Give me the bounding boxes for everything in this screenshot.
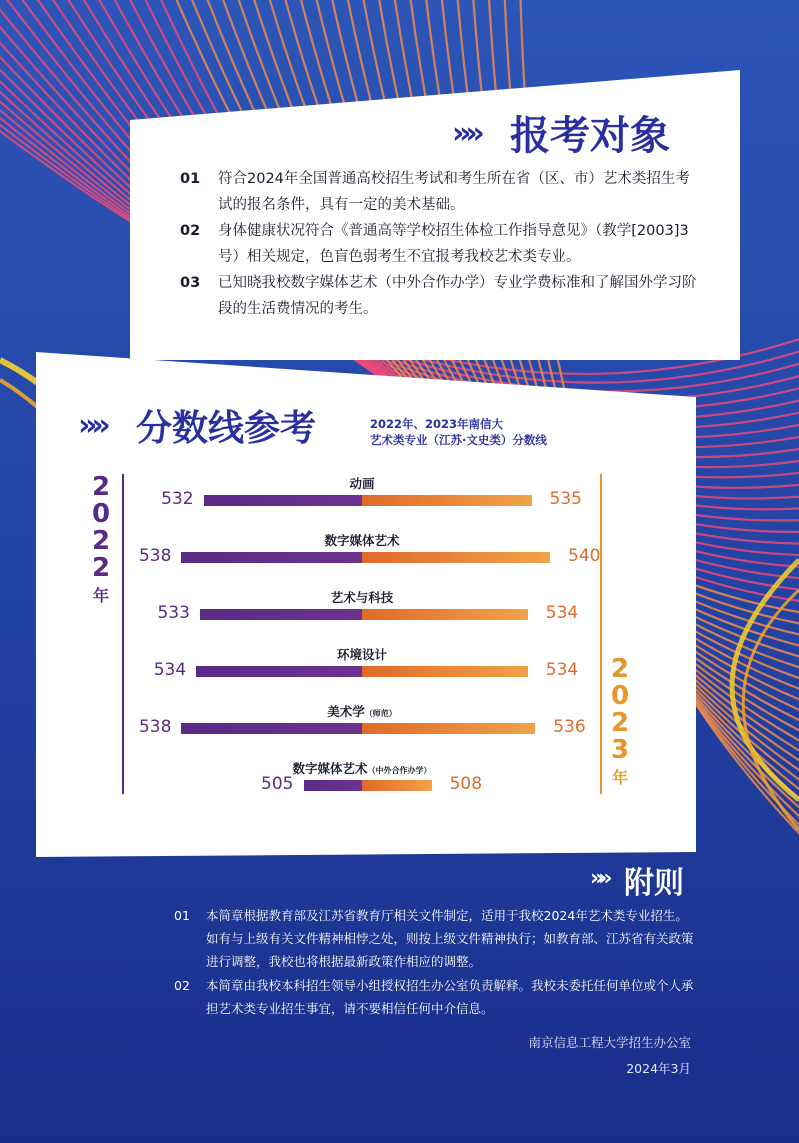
value-2023: 534 [545, 660, 579, 680]
category-label [212, 702, 512, 720]
bar-2023 [362, 780, 432, 791]
category-label [212, 531, 512, 549]
category-note: （中外合作办学） [367, 766, 432, 775]
value-2022: 534 [153, 660, 187, 680]
score-title: 分数线参考 [136, 408, 317, 449]
value-2022: 505 [261, 774, 294, 794]
bar-2022 [196, 666, 362, 677]
year-char: 2 [610, 708, 630, 738]
item-text: 身体健康状况符合《普通高等学校招生体检工作指导意见》（教学[2003]3号）相关规定，色盲色弱考生不宜报考我校艺术类专业。 [218, 223, 689, 265]
score-subtitle-line1: 2022年、2023年南信大 [370, 417, 504, 431]
category-note: （师范） [364, 709, 397, 718]
value-2022: 538 [138, 717, 172, 737]
item-text: 已知晓我校数字媒体艺术（中外合作办学）专业学费标准和了解国外学习阶段的生活费情况的考生。 [218, 275, 697, 317]
chevron-double-icon: »» [78, 408, 105, 443]
year-char: 0 [91, 499, 111, 529]
score-subtitle-line2: 艺术类专业（江苏·文史类）分数线 [370, 433, 547, 447]
bar-2022 [181, 723, 362, 734]
year-char: 年 [611, 768, 628, 787]
year-2022-divider [122, 474, 124, 794]
value-2022: 538 [138, 546, 172, 566]
bar-2022 [204, 495, 362, 506]
bar-2023 [362, 666, 528, 677]
year-2023-divider [600, 474, 602, 794]
chevron-double-icon: »» [452, 116, 479, 151]
category-name: 环境设计 [336, 647, 387, 662]
item-text: 本简章根据教育部及江苏省教育厅相关文件制定，适用于我校2024年艺术类专业招生。如有与上级有关文件精神相悖之处，则按上级文件精神执行；如教育部、江苏省有关政策进行调整，我校也将根据最新政策作相应的调整。 [206, 908, 694, 969]
item-number: 01 [174, 908, 190, 923]
year-char: 2 [91, 553, 111, 583]
value-2023: 508 [449, 774, 483, 794]
eligibility-item-1 [180, 166, 700, 218]
year-char: 2 [91, 472, 111, 502]
bar-2022 [181, 552, 362, 563]
appendix-title: 附则 [624, 866, 684, 901]
bar-2023 [362, 723, 535, 734]
value-2023: 534 [545, 603, 579, 623]
year-2022-label [88, 474, 114, 609]
signature-date: 2024年3月 [626, 1061, 691, 1076]
bar-2022 [200, 609, 362, 620]
year-char: 2 [610, 654, 630, 684]
bar-2022 [304, 780, 363, 791]
item-number: 03 [180, 275, 201, 291]
year-char: 年 [92, 586, 109, 605]
year-char: 0 [610, 681, 630, 711]
category-name: 艺术与科技 [330, 590, 394, 605]
item-text: 符合2024年全国普通高校招生考试和考生所在省（区、市）艺术类招生考试的报名条件，具有一定的美术基础。 [218, 171, 690, 213]
category-name: 数字媒体艺术 [292, 761, 368, 776]
value-2022: 532 [161, 489, 194, 509]
category-name: 美术学 [327, 704, 365, 719]
year-char: 3 [610, 735, 630, 765]
appendix-item-2 [174, 974, 694, 1022]
category-label [212, 474, 512, 492]
item-number: 01 [180, 171, 201, 187]
signature: 南京信息工程大学招生办公室 [528, 1035, 691, 1050]
item-number: 02 [180, 223, 201, 239]
value-2022: 533 [157, 603, 190, 623]
item-text: 本简章由我校本科招生领导小组授权招生办公室负责解释。我校未委托任何单位或个人承担艺术类专业招生事宜，请不要相信任何中介信息。 [206, 978, 694, 1016]
bar-2023 [362, 495, 532, 506]
eligibility-item-3 [180, 270, 700, 322]
bar-2023 [362, 609, 528, 620]
chevron-double-icon: »» [590, 866, 607, 891]
category-label [212, 645, 512, 663]
bar-2023 [362, 552, 550, 563]
value-2023: 540 [568, 546, 601, 566]
value-2023: 536 [553, 717, 586, 737]
year-char: 2 [91, 526, 111, 556]
item-number: 02 [174, 978, 190, 993]
category-name: 数字媒体艺术 [324, 533, 400, 548]
appendix-item-1 [174, 904, 694, 974]
eligibility-title: 报考对象 [510, 113, 670, 159]
eligibility-item-2 [180, 218, 700, 270]
category-name: 动画 [349, 476, 375, 491]
value-2023: 535 [549, 489, 582, 509]
category-label [212, 588, 512, 606]
